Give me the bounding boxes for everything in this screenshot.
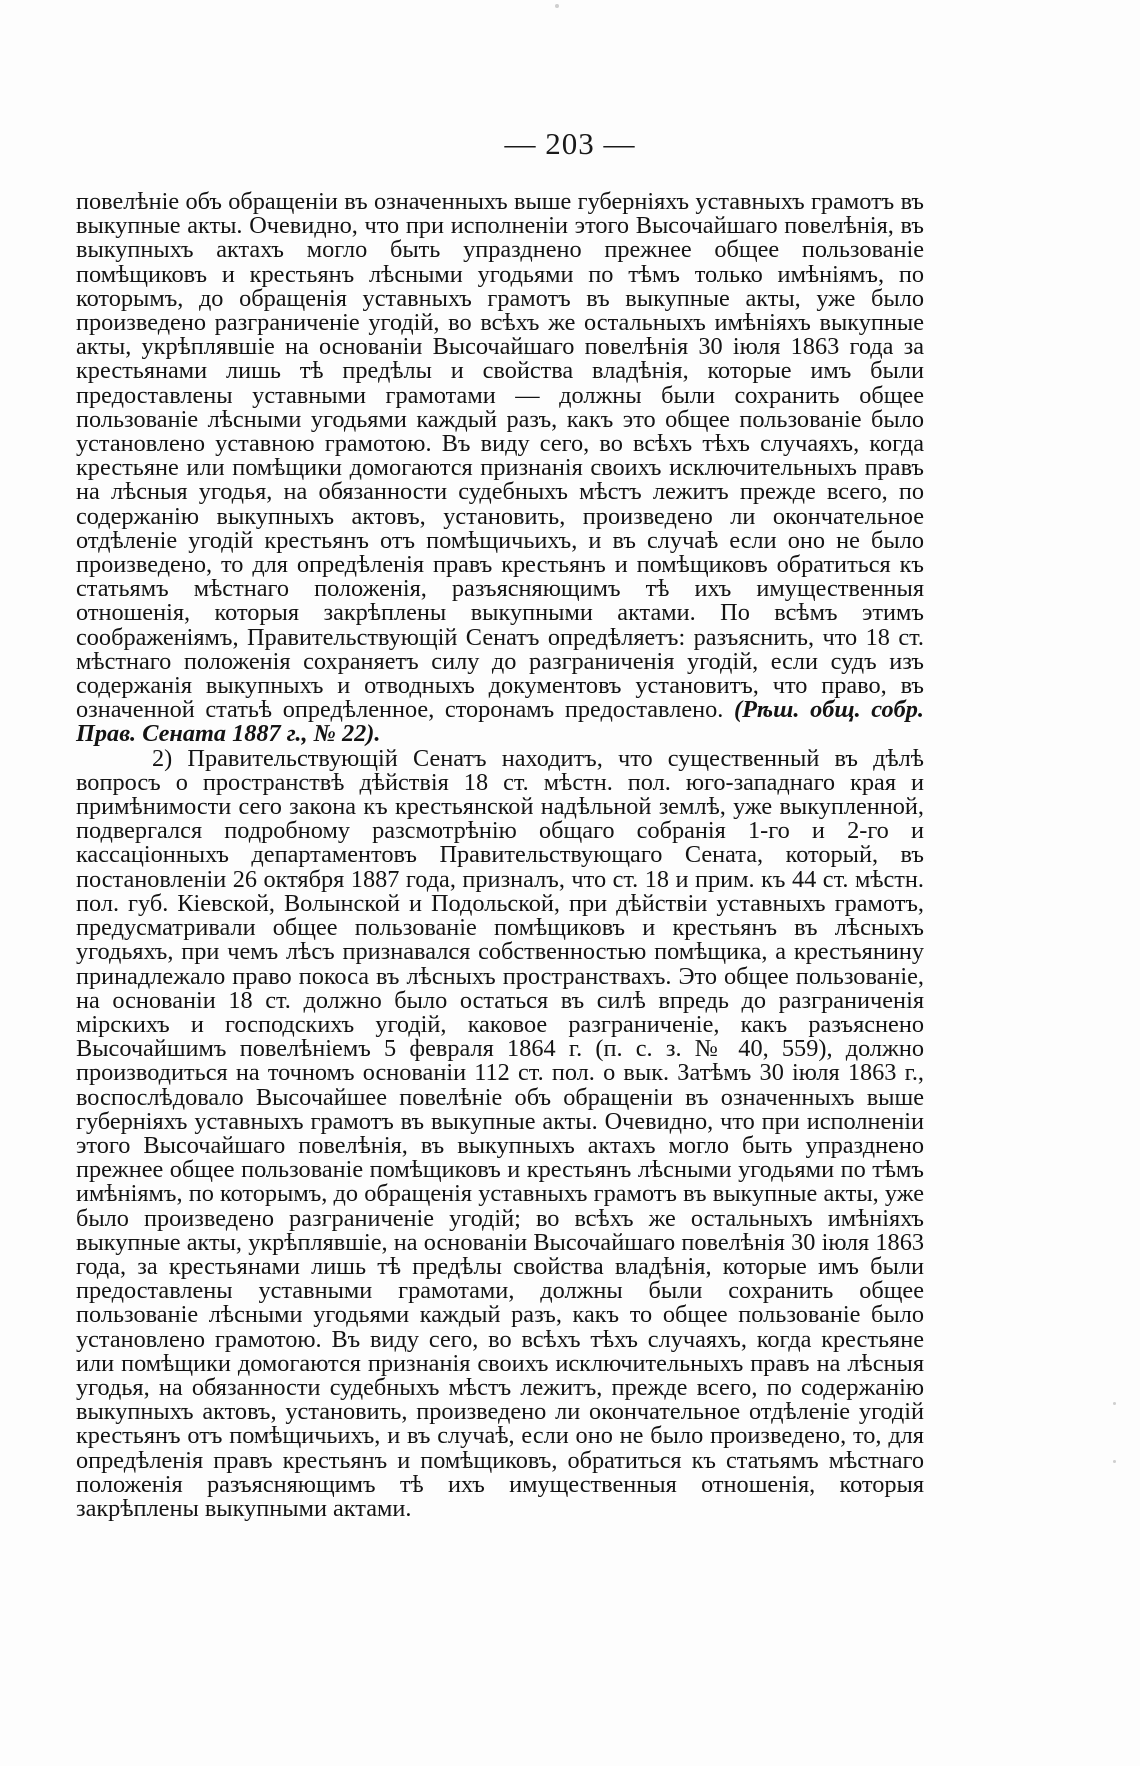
page-body: [76, 190, 924, 1521]
paragraph-1-text: повелѣніе объ обращеніи въ означенныхъ выше губерніяхъ уставныхъ грамотъ въ выкупные акты. Очевидно, что при исполненіи этого Высочайшаго повелѣнія, въ выкупныхъ актахъ могло быть упразднено прежнее общее пользованіе помѣщиковъ и крестьянъ лѣсными угодьями по тѣмъ только имѣніямъ, по которымъ, до обращенія уставныхъ грамотъ въ выкупные акты, уже было произведено разграниченіе угодій, во всѣхъ же остальныхъ имѣніяхъ выкупные акты, укрѣплявшіе на основаніи Высочайшаго повелѣнія 30 іюля 1863 года за крестьянами лишь тѣ предѣлы и свойства владѣнія, которые имъ были предоставлены уставными грамотами — должны были сохранить общее пользованіе лѣсными угодьями каждый разъ, какъ это общее пользованіе было установлено уставною грамотою. Въ виду сего, во всѣхъ тѣхъ случаяхъ, когда крестьяне или помѣщики домогаются признанія своихъ исключительныхъ правъ на лѣсныя угодья, на обязанности судебныхъ мѣстъ лежитъ прежде всего, по содержанію выкупныхъ актовъ, установить, произведено ли окончательное отдѣленіе угодій крестьянъ отъ помѣщичьихъ, и въ случаѣ если оно не было произведено, то для опредѣленія правъ крестьянъ и помѣщиковъ обратиться къ статьямъ мѣстнаго положенія, разъясняющимъ тѣ ихъ имущественныя отношенія, которыя закрѣплены выкупными актами. По всѣмъ этимъ соображеніямъ, Правительствующій Сенатъ опредѣляетъ: разъяснить, что 18 ст. мѣстнаго положенія сохраняетъ силу до разграниченія угодій, если судъ изъ содержанія выкупныхъ и отводныхъ документовъ установитъ, что право, въ означенной статьѣ опредѣленное, сторонамъ предоставлено.: [76, 188, 924, 724]
scan-speck: [555, 4, 559, 8]
paragraph-1: [76, 190, 924, 747]
page-number: — 203 —: [504, 126, 636, 161]
paragraph-2: 2) Правительствующій Сенатъ находитъ, что существенный въ дѣлѣ вопросъ о пространствѣ дѣйствія 18 ст. мѣстн. пол. юго-западнаго края и примѣнимости сего закона къ крестьянской надѣльной землѣ, уже выкупленной, подвергался подробному разсмотрѣнію общаго собранія 1-го и 2-го и кассаціонныхъ департаментовъ Правительствующаго Сената, который, въ постановленіи 26 октября 1887 года, призналъ, что ст. 18 и прим. къ 44 ст. мѣстн. пол. губ. Кіевской, Волынской и Подольской, при дѣйствіи уставныхъ грамотъ, предусматривали общее пользованіе помѣщиковъ и крестьянъ въ лѣсныхъ угодьяхъ, при чемъ лѣсъ признавался собственностью помѣщика, а крестьянину принадлежало право покоса въ лѣсныхъ пространствахъ. Это общее пользованіе, на основаніи 18 ст. должно было остаться въ силѣ впредь до разграниченія мірскихъ и господскихъ угодій, каковое разграниченіе, какъ разъяснено Высочайшимъ повелѣніемъ 5 февраля 1864 г. (п. с. з. № 40, 559), должно производиться на точномъ основаніи 112 ст. пол. о вык. Затѣмъ 30 іюля 1863 г., воспослѣдовало Высочайшее повелѣніе объ обращеніи въ означенныхъ выше губерніяхъ уставныхъ грамотъ въ выкупные акты. Очевидно, что при исполненіи этого Высочайшаго повелѣнія, въ выкупныхъ актахъ могло быть упразднено прежнее общее пользованіе помѣщиковъ и крестьянъ лѣсными угодьями по тѣмъ имѣніямъ, по которымъ, до обращенія уставныхъ грамотъ въ выкупные акты, уже было произведено разграниченіе угодій; во всѣхъ же остальныхъ имѣніяхъ выкупные акты, укрѣплявшіе, на основаніи Высочайшаго повелѣнія 30 іюля 1863 года, за крестьянами лишь тѣ предѣлы свойства владѣнія, которые имъ были предоставлены уставными грамотами, должны были сохранить общее пользованіе лѣсными угодьями каждый разъ, какъ то общее пользованіе было установлено грамотою. Въ виду сего, во всѣхъ тѣхъ случаяхъ, когда крестьяне или помѣщики домогаются признанія своихъ исключительныхъ правъ на лѣсныя угодья, на обязанности судебныхъ мѣстъ лежитъ, прежде всего, по содержанію выкупныхъ актовъ, установить, произведено ли окончательное отдѣленіе угодій крестьянъ отъ помѣщичьихъ, и въ случаѣ, если оно не было произведено, то, для опредѣленія правъ крестьянъ и помѣщиковъ, обратиться къ статьямъ мѣстнаго положенія разъясняющимъ тѣ ихъ имущественныя отношенія, которыя закрѣплены выкупными актами.: [76, 744, 924, 1522]
citation: (Рѣш. общ. собр. Прав. Сената 1887 г., № 22).: [76, 696, 924, 748]
scan-speck: [1113, 1402, 1116, 1405]
scan-speck: [1113, 1460, 1116, 1463]
